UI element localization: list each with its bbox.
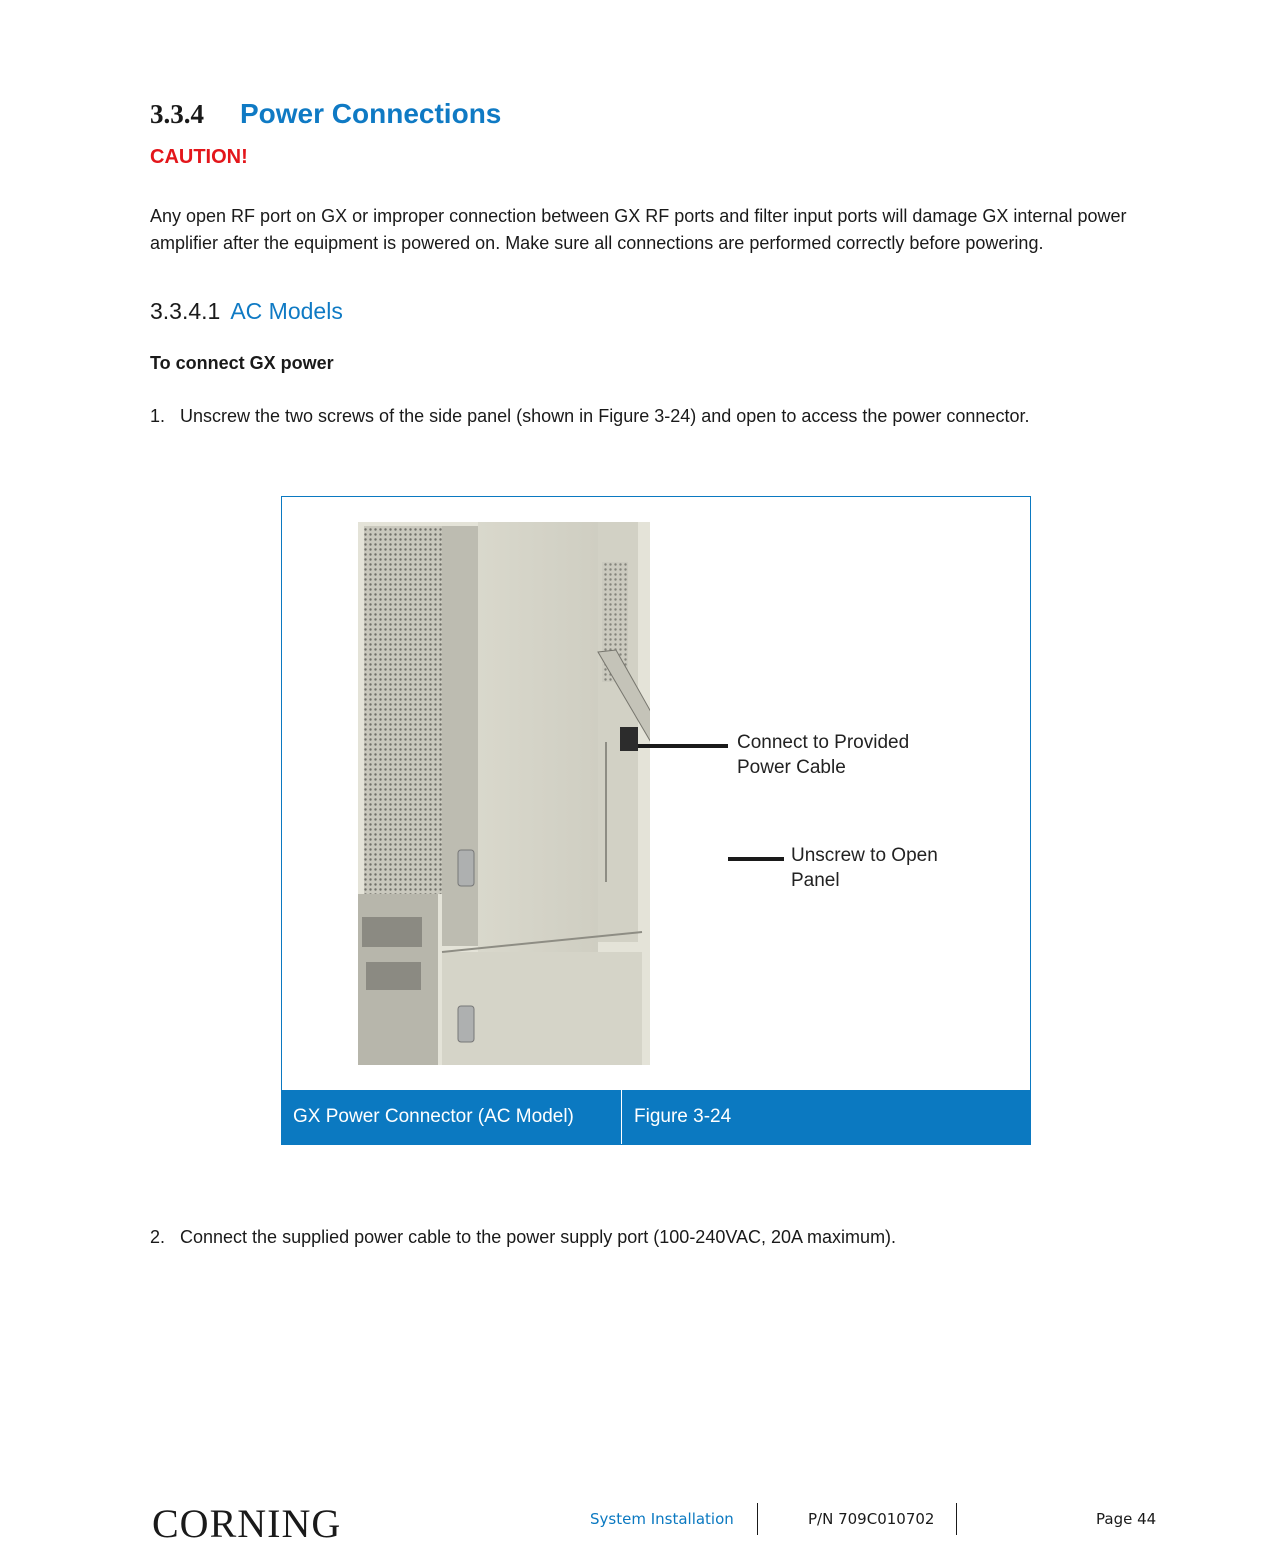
figure-power-connector	[281, 496, 1031, 1145]
callout-line: Connect to Provided	[737, 732, 910, 753]
callout-unscrew-panel	[791, 843, 938, 893]
section-heading	[150, 98, 501, 138]
subsection-number: 3.3.4.1	[150, 298, 221, 324]
callout-leaders	[282, 497, 1032, 1146]
footer-page-number: Page 44	[1096, 1510, 1157, 1528]
step-2	[150, 1224, 1150, 1251]
section-number: 3.3.4	[150, 99, 204, 129]
corning-logo: CORNING	[152, 1501, 342, 1546]
figure-label: Figure 3-24	[634, 1106, 732, 1127]
subsection-title: AC Models	[230, 298, 343, 324]
footer-divider	[956, 1503, 957, 1535]
caution-label: CAUTION!	[150, 146, 248, 168]
callout-line: Panel	[791, 870, 840, 891]
callout-connect-cable	[737, 730, 909, 780]
subsection-heading	[150, 298, 343, 325]
procedure-heading: To connect GX power	[150, 353, 334, 373]
footer-divider	[757, 1503, 758, 1535]
callout-line: Unscrew to Open	[791, 845, 938, 866]
figure-caption: GX Power Connector (AC Model)	[282, 1090, 622, 1144]
footer-part-number: P/N 709C010702	[808, 1510, 935, 1528]
caution-text: Any open RF port on GX or improper connection between GX RF ports and filter input ports will damage GX internal power amplifier after the equipment is powered on. Make sure all connections are performed correctly before powering.	[150, 206, 1127, 253]
figure-caption-bar	[282, 1090, 1030, 1144]
step-text: Unscrew the two screws of the side panel (shown in Figure 3-24) and open to access the power connector.	[180, 406, 1030, 426]
section-title: Power Connections	[240, 98, 502, 129]
footer-section: System Installation	[590, 1510, 734, 1528]
step-number: 2.	[150, 1227, 166, 1247]
step-number: 1.	[150, 406, 166, 426]
callout-line: Power Cable	[737, 757, 846, 778]
step-1	[150, 403, 1150, 430]
step-text: Connect the supplied power cable to the power supply port (100-240VAC, 20A maximum).	[180, 1227, 897, 1247]
